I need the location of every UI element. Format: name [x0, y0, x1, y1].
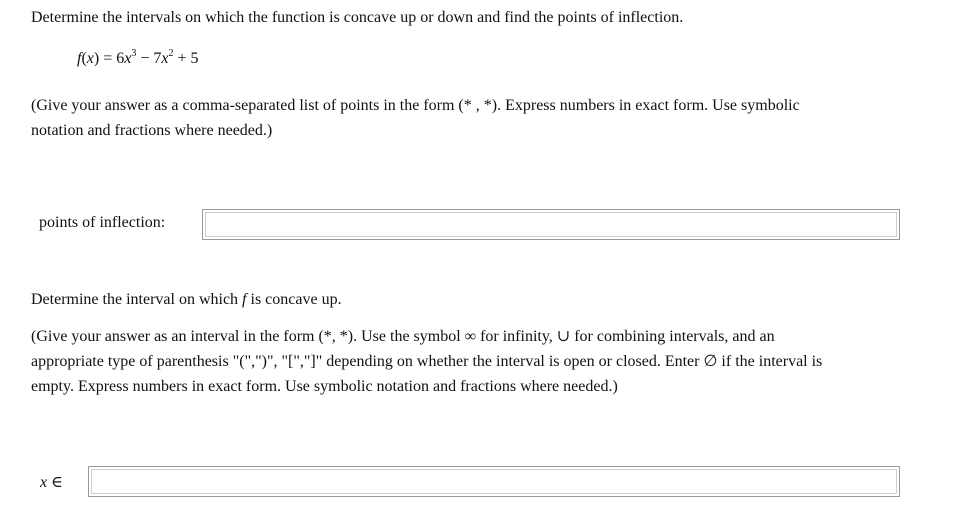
function-lhs: f(x) = 6x — [77, 50, 132, 67]
concave-up-prompt-f: f — [242, 291, 247, 308]
inflection-label: points of inflection: — [39, 214, 166, 231]
instructions-1-line1: (Give your answer as a comma-separated list of points in the form (* , *). Express numbers in exact form. Use symbolic — [31, 97, 800, 114]
interval-input-field[interactable] — [91, 469, 897, 494]
function-equation — [77, 50, 199, 68]
inflection-input[interactable] — [202, 209, 900, 240]
instructions-1 — [31, 93, 931, 143]
instructions-2-line3: empty. Express numbers in exact form. Use symbolic notation and fractions where needed.) — [31, 378, 618, 395]
interval-label: x ∈ — [40, 474, 63, 491]
instructions-2-line2: appropriate type of parenthesis "(",")", "[","]" depending on whether the interval is open or closed. Enter ∅ if the interval is — [31, 353, 823, 370]
interval-input[interactable] — [88, 466, 900, 497]
question-prompt: Determine the intervals on which the function is concave up or down and find the points of inflection. — [31, 9, 684, 26]
concave-up-prompt — [31, 287, 931, 312]
instructions-2 — [31, 324, 931, 399]
function-exp2: 2 — [168, 48, 174, 59]
instructions-1-line2: notation and fractions where needed.) — [31, 122, 273, 139]
function-mid: − 7x — [136, 50, 169, 67]
inflection-input-field[interactable] — [205, 212, 897, 237]
concave-up-prompt-post: is concave up. — [246, 291, 342, 308]
concave-up-prompt-pre: Determine the interval on which — [31, 291, 243, 308]
instructions-2-line1: (Give your answer as an interval in the form (*, *). Use the symbol ∞ for infinity, ∪ for combining intervals, and an — [31, 328, 775, 345]
function-exp1: 3 — [131, 48, 137, 59]
function-tail: + 5 — [173, 50, 199, 67]
